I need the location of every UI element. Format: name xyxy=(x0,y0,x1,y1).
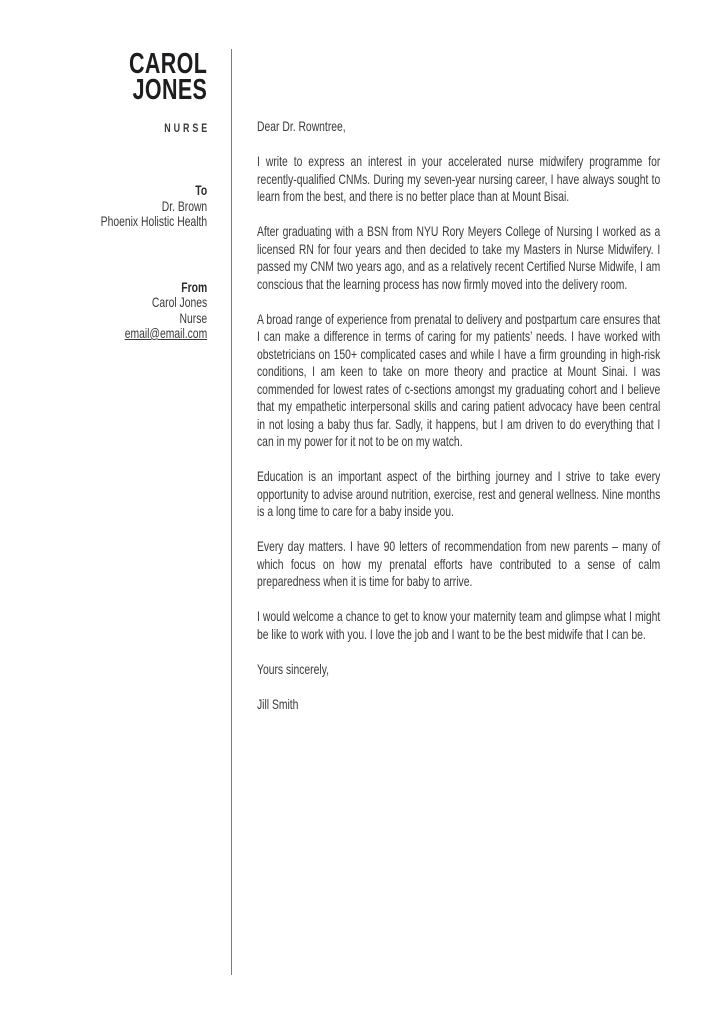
recipient-organization: Phoenix Holistic Health xyxy=(100,213,208,229)
letter-paragraph-1: I write to express an interest in your accelerated nurse midwifery programme for recently-qualified CNMs. During my seven-year nursing career, I have always sought to learn from the best, and there is no better place than at Mount Bisai. xyxy=(257,153,661,204)
applicant-name-line1: CAROL xyxy=(129,48,208,80)
letter-paragraph-6: I would welcome a chance to get to know your maternity team and glimpse what I might be like to work with you. I love the job and I want to be the best midwife that I can be. xyxy=(257,608,661,642)
sender-email-link[interactable]: email@email.com xyxy=(124,325,208,341)
from-label: From xyxy=(181,278,208,295)
letter-greeting: Dear Dr. Rowntree, xyxy=(257,118,346,134)
recipient-name: Dr. Brown xyxy=(161,197,208,214)
sender-name: Carol Jones xyxy=(151,294,208,310)
letter-paragraph-3: A broad range of experience from prenatal to delivery and postpartum care ensures that I can make a difference in terms of caring for my patients’ needs. I have worked with obstetricians on 150+ complicated cases and while I have a firm grounding in high-risk conditions, I am keen to take on more theory and practice at Mount Sinai. I was commended for lowest rates of c-sections amongst my graduating cohort and I believe that my empathetic interpersonal skills and caring patient advocacy have been central in not losing a baby thus far. Sadly, it happens, but I am driven to do everything that I can in my power for it not to be on my watch. xyxy=(257,310,661,449)
recipient-block xyxy=(0,183,207,230)
letter-paragraph-5: Every day matters. I have 90 letters of recommendation from new parents – many of which focus on how my prenatal efforts have contributed to a sense of calm preparedness when it is time for baby to arrive. xyxy=(257,538,661,589)
sender-role: Nurse xyxy=(179,309,208,326)
vertical-divider xyxy=(231,49,232,975)
sender-block xyxy=(0,280,207,342)
letter-paragraph-2: After graduating with a BSN from NYU Rory Meyers College of Nursing I worked as a licensed RN for four years and then decided to take my Masters in Nurse Midwifery. I passed my CNM two years ago, and as a relatively recent Certified Nurse Midwife, I am conscious that the learning process has now firmly moved into the delivery room. xyxy=(257,223,661,292)
applicant-role: NURSE xyxy=(164,121,211,135)
to-label: To xyxy=(195,182,208,198)
applicant-name xyxy=(0,48,208,106)
letter-paragraph-4: Education is an important aspect of the birthing journey and I strive to take every opportunity to advise around nutrition, exercise, rest and general wellness. Nine months is a long time to care for a baby inside you. xyxy=(257,468,661,519)
letter-signature: Jill Smith xyxy=(257,695,299,712)
sidebar xyxy=(0,0,211,342)
letter-body xyxy=(257,0,660,731)
applicant-name-line2: JONES xyxy=(132,74,208,106)
letter-closing: Yours sincerely, xyxy=(257,660,329,677)
